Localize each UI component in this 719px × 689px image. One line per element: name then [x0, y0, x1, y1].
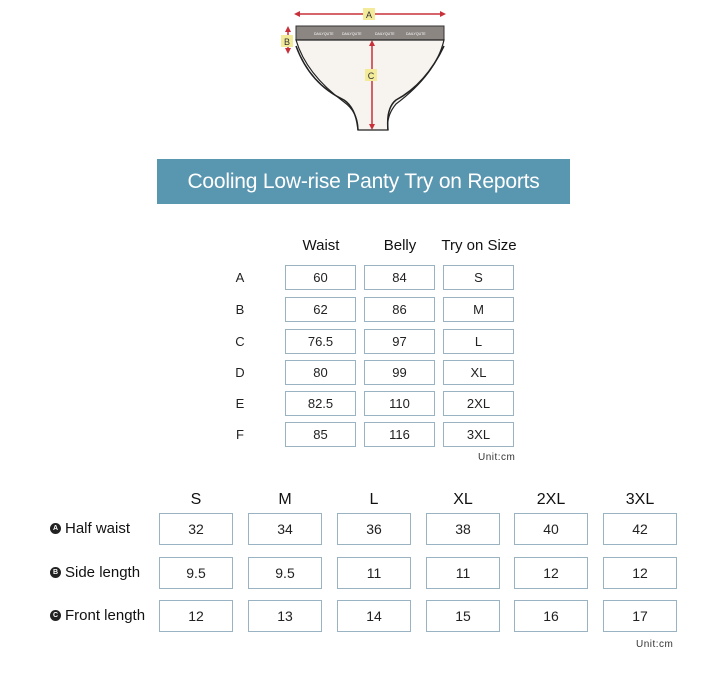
row-label-text: Side length [65, 564, 141, 581]
value-cell: 13 [248, 600, 322, 632]
header-try-on-size: Try on Size [441, 237, 517, 254]
belly-cell: 84 [364, 265, 435, 290]
marker-c-icon: C [50, 610, 61, 621]
size-cell: M [443, 297, 514, 322]
row-label [50, 564, 140, 581]
row-label: F [236, 427, 244, 442]
size-header-xl: XL [453, 491, 473, 508]
panty-measurement-diagram [276, 4, 452, 136]
row-label-text: Half waist [65, 520, 131, 537]
value-cell: 36 [337, 513, 411, 545]
belly-cell: 86 [364, 297, 435, 322]
row-label: E [235, 396, 245, 411]
belly-cell: 99 [364, 360, 435, 385]
value-cell: 12 [159, 600, 233, 632]
row-label: C [235, 334, 245, 349]
header-belly: Belly [383, 237, 417, 254]
value-cell: 12 [603, 557, 677, 589]
row-label: D [235, 365, 245, 380]
value-cell: 14 [337, 600, 411, 632]
value-cell: 15 [426, 600, 500, 632]
value-cell: 34 [248, 513, 322, 545]
report-title-banner: Cooling Low-rise Panty Try on Reports [157, 159, 570, 204]
belly-cell: 116 [364, 422, 435, 447]
belly-cell: 110 [364, 391, 435, 416]
value-cell: 12 [514, 557, 588, 589]
value-cell: 42 [603, 513, 677, 545]
size-cell: 2XL [443, 391, 514, 416]
value-cell: 9.5 [248, 557, 322, 589]
row-label [50, 520, 130, 537]
marker-a-icon: A [50, 523, 61, 534]
waist-cell: 80 [285, 360, 356, 385]
band-text-4: DAILYQUTE [406, 32, 426, 36]
row-label-text: Front length [65, 607, 146, 624]
value-cell: 9.5 [159, 557, 233, 589]
waist-cell: 76.5 [285, 329, 356, 354]
size-header-l: L [369, 491, 379, 508]
value-cell: 16 [514, 600, 588, 632]
value-cell: 38 [426, 513, 500, 545]
value-cell: 32 [159, 513, 233, 545]
size-header-2xl: 2XL [536, 491, 566, 508]
size-header-m: M [278, 491, 292, 508]
marker-b-icon: B [50, 567, 61, 578]
band-text-2: DAILYQUTE [342, 32, 362, 36]
band-text-3: DAILYQUTE [375, 32, 395, 36]
value-cell: 40 [514, 513, 588, 545]
waist-cell: 85 [285, 422, 356, 447]
row-label [50, 607, 145, 624]
value-cell: 17 [603, 600, 677, 632]
size-chart-unit-label: Unit:cm [636, 639, 674, 650]
size-cell: XL [443, 360, 514, 385]
row-label: A [235, 270, 245, 285]
waist-cell: 60 [285, 265, 356, 290]
size-header-s: S [190, 491, 202, 508]
waist-cell: 82.5 [285, 391, 356, 416]
size-cell: L [443, 329, 514, 354]
value-cell: 11 [337, 557, 411, 589]
label-c: C [367, 71, 375, 81]
value-cell: 11 [426, 557, 500, 589]
size-cell: S [443, 265, 514, 290]
waist-cell: 62 [285, 297, 356, 322]
size-header-3xl: 3XL [625, 491, 655, 508]
try-on-unit-label: Unit:cm [478, 452, 516, 463]
label-a: A [365, 10, 373, 20]
band-text-1: DAILYQUTE [314, 32, 334, 36]
label-b: B [283, 37, 291, 47]
size-cell: 3XL [443, 422, 514, 447]
header-waist: Waist [302, 237, 340, 254]
row-label: B [235, 302, 245, 317]
belly-cell: 97 [364, 329, 435, 354]
